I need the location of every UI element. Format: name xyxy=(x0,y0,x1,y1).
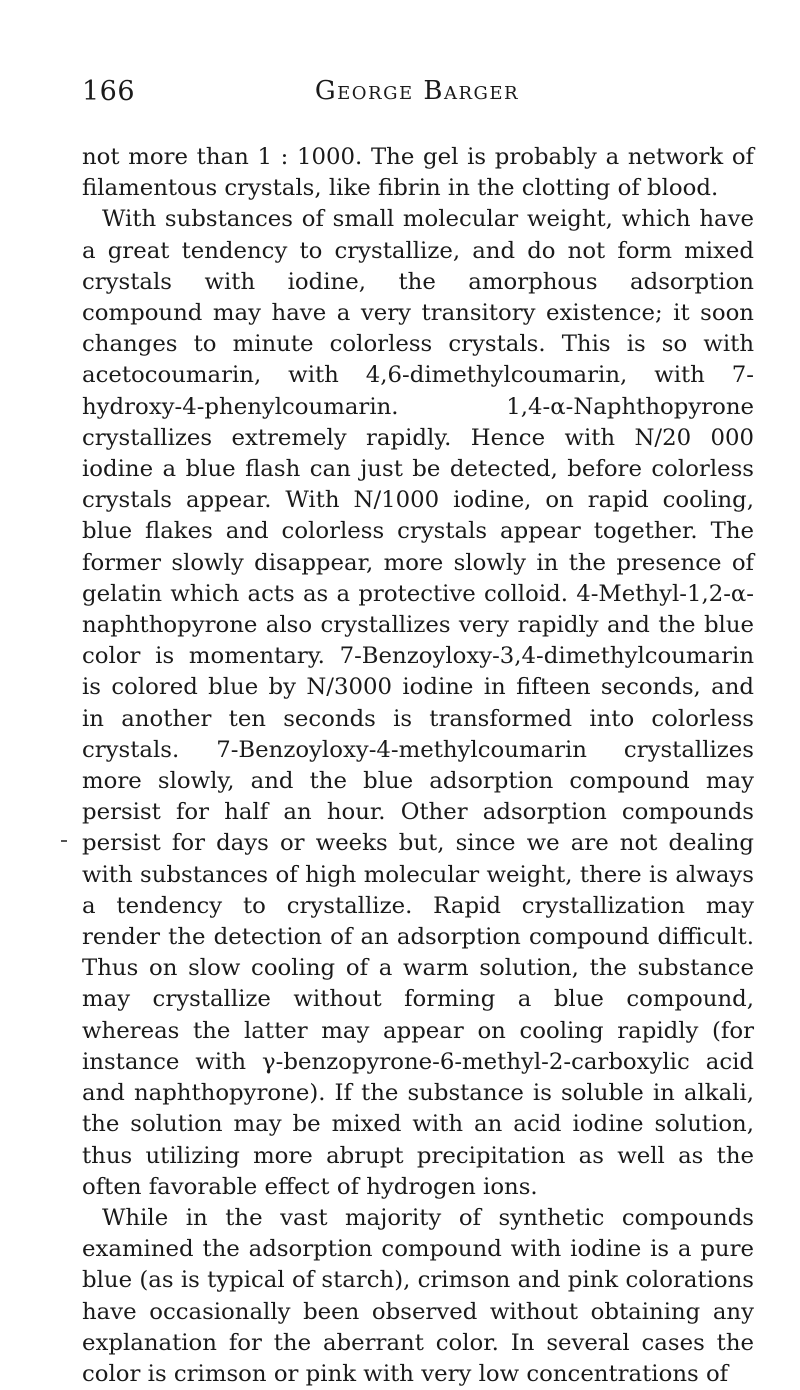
paragraph-crystallization: With substances of small molecular weight, which have a great tendency to crystallize, and do not form mixed crystals with iodine, the amorphous adsorption compound may have a very transitory existence; it soon changes to minute colorless crystals. This is so with acetocoumarin, with 4,6-dimethylcoumarin, with 7-hydroxy-4-phenylcoumarin. 1,4-α-Naphthopyrone crystallizes extremely rapidly. Hence with N/20 000 iodine a blue flash can just be detected, before colorless crystals appear. With N/1000 iodine, on rapid cooling, blue flakes and colorless crystals appear together. The former slowly disappear, more slowly in the presence of gelatin which acts as a protective colloid. 4-Methyl-1,2-α-naphthopyrone also crystallizes very rapidly and the blue color is momentary. 7-Benzoyloxy-3,4-dimethylcoumarin is colored blue by N/3000 iodine in fifteen seconds, and in another ten seconds is transformed into colorless crystals. 7-Benzoyloxy-4-methylcoumarin crystallizes more slowly, and the blue adsorption compound may persist for half an hour. Other adsorption compounds persist for days or weeks but, since we are not dealing with substances of high molecular weight, there is always a tendency to crystallize. Rapid crystallization may render the detection of an adsorption compound difficult. Thus on slow cooling of a warm solution, the substance may crystallize without forming a blue compound, whereas the latter may appear on cooling rapidly (for instance with γ-benzopyrone-6-methyl-2-carboxylic acid and naphthopyrone). If the substance is soluble in alkali, the solution may be mixed with an acid iodine solution, thus utilizing more abrupt precipitation as well as the often favorable effect of hydrogen ions. xyxy=(82,206,754,1200)
running-head xyxy=(82,76,752,116)
page-number: 166 xyxy=(82,76,136,107)
paragraph-colorations: While in the vast majority of synthetic compounds examined the adsorption compound with iodine is a pure blue (as is typical of starch), crimson and pink colorations have occasionally been observed without obtaining any explanation for the aberrant color. In several cases the color is crimson or pink with very low concentrations of xyxy=(82,1204,754,1387)
running-title: George Barger xyxy=(314,76,520,106)
body-text xyxy=(82,142,754,1390)
paragraph-continued: not more than 1 : 1000. The gel is probably a network of filamentous crystals, like fibrin in the clotting of blood. xyxy=(82,144,754,202)
margin-mark xyxy=(61,840,67,842)
